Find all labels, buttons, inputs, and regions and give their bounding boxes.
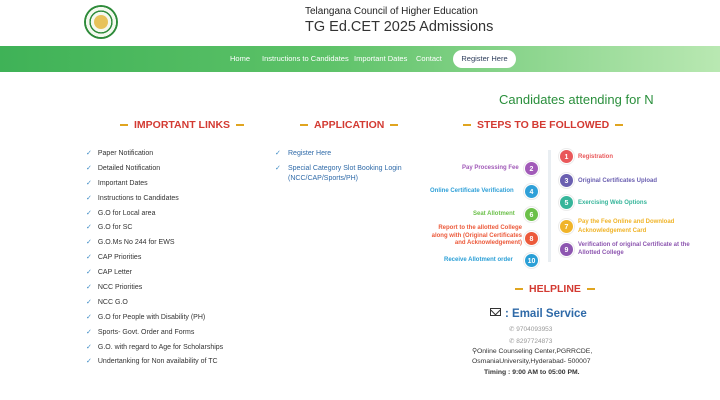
check-icon: ✓ <box>86 328 92 336</box>
link-text[interactable]: NCC G.O <box>97 298 128 306</box>
email-service-text[interactable]: : Email Service <box>505 308 587 320</box>
step-10-badge: 10 <box>524 253 539 268</box>
step-3-badge: 3 <box>559 173 574 188</box>
step-1-label: Registration <box>578 154 614 160</box>
location-pin-icon: ⚲ <box>472 348 477 355</box>
step-9-label: Verification of original Certificate at the Allotted College <box>578 242 690 256</box>
application-title-text: APPLICATION <box>314 119 385 131</box>
steps-title-text: STEPS TO BE FOLLOWED <box>477 119 610 131</box>
council-name: Telangana Council of Higher Education <box>305 6 478 17</box>
slot-booking-link[interactable]: Special Category Slot Booking Login (NCC/CAP/Sports/PH) <box>288 165 402 182</box>
check-icon: ✓ <box>86 194 92 202</box>
step-8-badge: 8 <box>524 231 539 246</box>
list-item[interactable] <box>86 253 223 268</box>
link-text[interactable]: Paper Notification <box>97 150 154 157</box>
register-button[interactable]: Register Here <box>453 50 516 68</box>
list-item[interactable] <box>86 298 223 313</box>
step-10-label: Receive Allotment order <box>444 257 513 263</box>
check-icon: ✓ <box>86 179 92 187</box>
helpline-title-text: HELPLINE <box>529 283 581 295</box>
application-list <box>275 149 415 189</box>
step-9-badge: 9 <box>559 242 574 257</box>
check-icon: ✓ <box>86 284 92 292</box>
list-item[interactable] <box>86 209 223 224</box>
step-3-label: Original Certificates Upload <box>578 178 658 184</box>
link-text[interactable]: G.O for Local area <box>97 209 156 217</box>
title-dash <box>463 124 471 126</box>
phone-number: 9704093953 <box>516 326 553 333</box>
check-icon: ✓ <box>86 239 92 247</box>
list-item[interactable] <box>86 194 223 209</box>
steps-diagram <box>418 144 718 272</box>
check-icon: ✓ <box>86 313 92 321</box>
check-icon: ✓ <box>86 164 92 172</box>
step-8-label: Report to the allotted College along with (Original Certificates and Acknowledgement) <box>431 225 522 246</box>
list-item[interactable] <box>86 328 223 343</box>
check-icon: ✓ <box>86 254 92 262</box>
link-text[interactable]: G.O. with regard to Age for Scholarships <box>97 343 224 351</box>
list-item[interactable] <box>86 283 223 298</box>
nav-home[interactable]: Home <box>230 54 251 63</box>
list-item[interactable] <box>275 164 415 184</box>
steps-spine <box>548 150 551 262</box>
nav-contact[interactable]: Contact <box>416 54 442 63</box>
list-item[interactable] <box>86 238 223 253</box>
check-icon: ✓ <box>86 224 92 232</box>
list-item[interactable] <box>86 268 223 283</box>
step-7-badge: 7 <box>559 219 574 234</box>
step-1-badge: 1 <box>559 149 574 164</box>
link-text[interactable]: Instructions to Candidates <box>97 194 179 202</box>
title-dash <box>515 288 523 290</box>
title-dash <box>300 124 308 126</box>
link-text[interactable]: G.O for SC <box>97 224 133 232</box>
step-4-label: Online Certificate Verification <box>430 188 514 194</box>
link-text[interactable]: CAP Letter <box>97 269 132 277</box>
important-links-list <box>86 149 223 372</box>
link-text[interactable]: G.O.Ms No 244 for EWS <box>97 239 175 247</box>
phone-1 <box>509 325 552 333</box>
important-links-title <box>114 119 250 131</box>
check-icon: ✓ <box>86 150 92 157</box>
list-item[interactable] <box>86 357 223 372</box>
step-6-label: Seat Allotment <box>473 211 515 217</box>
tgche-logo[interactable] <box>84 5 118 39</box>
check-icon: ✓ <box>86 209 92 217</box>
register-link[interactable]: Register Here <box>288 150 332 157</box>
check-icon: ✓ <box>86 269 92 277</box>
phone-icon: ✆ <box>509 326 517 333</box>
steps-title <box>457 119 629 131</box>
announcement-marquee: Candidates attending for N <box>499 92 654 107</box>
phone-icon: ✆ <box>509 338 517 345</box>
nav-instructions[interactable]: Instructions to Candidates <box>262 54 349 63</box>
list-item[interactable] <box>86 313 223 328</box>
site-header <box>0 0 720 46</box>
link-text[interactable]: Sports- Govt. Order and Forms <box>97 328 195 336</box>
check-icon: ✓ <box>275 165 281 172</box>
step-2-label: Pay Processing Fee <box>462 165 519 171</box>
list-item[interactable] <box>275 149 415 159</box>
step-2-badge: 2 <box>524 161 539 176</box>
timing: Timing : 9:00 AM to 05:00 PM. <box>484 369 580 376</box>
link-text[interactable]: Important Dates <box>97 179 148 187</box>
link-text[interactable]: Detailed Notification <box>97 164 161 172</box>
list-item[interactable] <box>86 149 223 164</box>
link-text[interactable]: Undertanking for Non availability of TC <box>97 358 218 366</box>
list-item[interactable] <box>86 164 223 179</box>
envelope-icon <box>490 308 501 316</box>
email-service[interactable] <box>490 308 587 320</box>
step-7-label: Pay the Fee Online and Download Acknowledgement Card <box>578 219 675 234</box>
address <box>472 347 592 366</box>
list-item[interactable] <box>86 179 223 194</box>
step-4-badge: 4 <box>524 184 539 199</box>
title-dash <box>236 124 244 126</box>
link-text[interactable]: G.O for People with Disability (PH) <box>97 313 206 321</box>
check-icon: ✓ <box>86 358 92 366</box>
logo-emblem <box>94 15 108 29</box>
nav-important-dates[interactable]: Important Dates <box>354 54 408 63</box>
check-icon: ✓ <box>275 150 281 157</box>
application-title <box>294 119 404 131</box>
link-text[interactable]: CAP Priorities <box>97 254 142 262</box>
check-icon: ✓ <box>86 343 92 351</box>
top-navbar <box>0 46 720 72</box>
title-dash <box>615 124 623 126</box>
title-dash <box>587 288 595 290</box>
address-line-1: ⚲Online Counseling Center,PGRRCDE, <box>472 348 593 355</box>
check-icon: ✓ <box>86 298 92 306</box>
address-line-2: OsmaniaUniversity,Hyderabad- 500007 <box>472 357 591 365</box>
phone-2 <box>509 337 552 345</box>
phone-number: 8297724873 <box>516 338 553 345</box>
title-dash <box>120 124 128 126</box>
step-5-badge: 5 <box>559 195 574 210</box>
list-item[interactable] <box>86 343 223 358</box>
step-5-label: Exercising Web Options <box>578 200 647 206</box>
helpline-title <box>509 283 601 295</box>
title-dash <box>390 124 398 126</box>
list-item[interactable] <box>86 223 223 238</box>
page-title: TG Ed.CET 2025 Admissions <box>305 19 494 35</box>
link-text[interactable]: NCC Priorities <box>97 284 143 292</box>
important-links-title-text: IMPORTANT LINKS <box>134 119 231 131</box>
step-6-badge: 6 <box>524 207 539 222</box>
